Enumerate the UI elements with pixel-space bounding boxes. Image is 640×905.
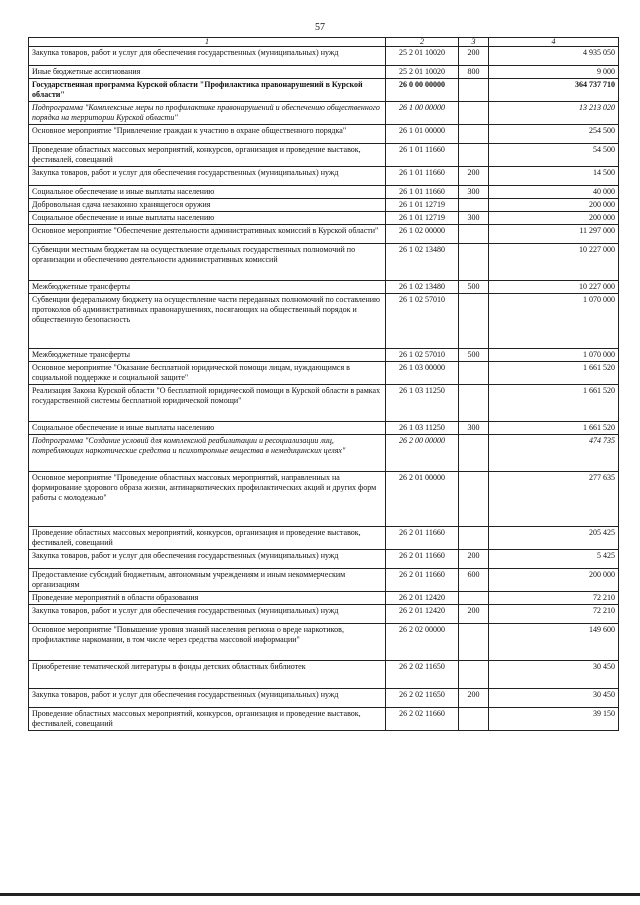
row-vr-cell: 500 <box>459 349 489 362</box>
table-header-row <box>29 38 619 47</box>
page-number: 57 <box>315 22 325 33</box>
header-col-3: 3 <box>459 38 489 47</box>
row-amount-cell: 10 227 000 <box>489 244 619 281</box>
row-code-cell: 26 2 00 00000 <box>386 435 459 472</box>
row-vr-cell <box>459 102 489 125</box>
row-name-cell: Закупка товаров, работ и услуг для обеспечения государственных (муниципальных) нужд <box>29 605 386 624</box>
row-name-cell: Социальное обеспечение и иные выплаты населению <box>29 212 386 225</box>
table-row <box>29 102 619 125</box>
table-row <box>29 212 619 225</box>
row-vr-cell: 800 <box>459 66 489 79</box>
row-vr-cell <box>459 244 489 281</box>
row-code-cell: 26 1 02 57010 <box>386 294 459 349</box>
row-amount-cell: 39 150 <box>489 708 619 731</box>
table-row <box>29 244 619 281</box>
table-row <box>29 125 619 144</box>
row-code-cell: 26 1 01 12719 <box>386 199 459 212</box>
row-vr-cell: 200 <box>459 167 489 186</box>
row-vr-cell <box>459 362 489 385</box>
row-name-cell: Основное мероприятие "Повышение уровня знаний населения региона о вреде наркотиков, профилактике наркомании, в том числе через средства массовой информации" <box>29 624 386 661</box>
row-code-cell: 26 2 02 11650 <box>386 661 459 689</box>
row-code-cell: 26 2 02 11660 <box>386 708 459 731</box>
row-name-cell: Приобретение тематической литературы в фонды детских областных библиотек <box>29 661 386 689</box>
row-amount-cell: 149 600 <box>489 624 619 661</box>
row-code-cell: 26 1 00 00000 <box>386 102 459 125</box>
table-row <box>29 144 619 167</box>
row-vr-cell <box>459 708 489 731</box>
row-vr-cell <box>459 624 489 661</box>
row-name-cell: Иные бюджетные ассигнования <box>29 66 386 79</box>
row-amount-cell: 5 425 <box>489 550 619 569</box>
row-vr-cell <box>459 199 489 212</box>
row-vr-cell: 200 <box>459 689 489 708</box>
row-vr-cell <box>459 79 489 102</box>
table-row <box>29 294 619 349</box>
row-amount-cell: 9 000 <box>489 66 619 79</box>
row-code-cell: 26 2 01 12420 <box>386 592 459 605</box>
row-vr-cell: 300 <box>459 422 489 435</box>
table-row <box>29 592 619 605</box>
row-name-cell: Основное мероприятие "Привлечение граждан к участию в охране общественного порядка" <box>29 125 386 144</box>
row-code-cell: 26 1 02 00000 <box>386 225 459 244</box>
table-row <box>29 605 619 624</box>
row-amount-cell: 30 450 <box>489 689 619 708</box>
table-row <box>29 527 619 550</box>
row-amount-cell: 254 500 <box>489 125 619 144</box>
row-vr-cell: 600 <box>459 569 489 592</box>
table-row <box>29 661 619 689</box>
row-code-cell: 26 1 01 11660 <box>386 144 459 167</box>
row-amount-cell: 72 210 <box>489 605 619 624</box>
row-name-cell: Подпрограмма "Создание условий для комплексной реабилитации и ресоциализации лиц, потребляющих наркотические средства и психотропные вещества в немедицинских целях" <box>29 435 386 472</box>
row-name-cell: Закупка товаров, работ и услуг для обеспечения государственных (муниципальных) нужд <box>29 47 386 66</box>
row-code-cell: 26 1 03 11250 <box>386 385 459 422</box>
row-amount-cell: 14 500 <box>489 167 619 186</box>
row-code-cell: 26 1 01 00000 <box>386 125 459 144</box>
table-row <box>29 689 619 708</box>
table-row <box>29 66 619 79</box>
row-code-cell: 26 2 01 12420 <box>386 605 459 624</box>
header-col-2: 2 <box>386 38 459 47</box>
row-amount-cell: 1 661 520 <box>489 385 619 422</box>
row-code-cell: 26 2 02 11650 <box>386 689 459 708</box>
table-row <box>29 422 619 435</box>
table-row <box>29 569 619 592</box>
row-name-cell: Социальное обеспечение и иные выплаты населению <box>29 186 386 199</box>
row-code-cell: 25 2 01 10020 <box>386 66 459 79</box>
row-code-cell: 26 2 01 00000 <box>386 472 459 527</box>
row-code-cell: 26 2 01 11660 <box>386 527 459 550</box>
row-amount-cell: 13 213 020 <box>489 102 619 125</box>
row-name-cell: Проведение областных массовых мероприятий, конкурсов, организация и проведение выставок, фестивалей, совещаний <box>29 708 386 731</box>
row-vr-cell <box>459 527 489 550</box>
table-row <box>29 186 619 199</box>
table-row <box>29 550 619 569</box>
row-amount-cell: 277 635 <box>489 472 619 527</box>
row-amount-cell: 200 000 <box>489 212 619 225</box>
row-code-cell: 26 1 02 57010 <box>386 349 459 362</box>
header-col-1: 1 <box>29 38 386 47</box>
row-vr-cell <box>459 661 489 689</box>
row-amount-cell: 200 000 <box>489 569 619 592</box>
row-name-cell: Основное мероприятие "Оказание бесплатной юридической помощи лицам, нуждающимся в социальной поддержке и социальной защите" <box>29 362 386 385</box>
row-amount-cell: 11 297 000 <box>489 225 619 244</box>
row-name-cell: Добровольная сдача незаконно хранящегося оружия <box>29 199 386 212</box>
row-vr-cell: 200 <box>459 47 489 66</box>
budget-table <box>28 37 619 731</box>
row-name-cell: Межбюджетные трансферты <box>29 281 386 294</box>
row-vr-cell: 200 <box>459 550 489 569</box>
table-row <box>29 225 619 244</box>
row-code-cell: 26 1 02 13480 <box>386 244 459 281</box>
row-name-cell: Предоставление субсидий бюджетным, автономным учреждениям и иным некоммерческим организациям <box>29 569 386 592</box>
row-vr-cell <box>459 592 489 605</box>
row-code-cell: 26 1 02 13480 <box>386 281 459 294</box>
row-name-cell: Субвенции федеральному бюджету на осуществление части переданных полномочий по составлению протоколов об административных правонарушениях, посягающих на общественный порядок и общественную безопасность <box>29 294 386 349</box>
row-amount-cell: 200 000 <box>489 199 619 212</box>
row-vr-cell <box>459 225 489 244</box>
row-name-cell: Подпрограмма "Комплексные меры по профилактике правонарушений и обеспечению общественного порядка на территории Курской области" <box>29 102 386 125</box>
row-amount-cell: 205 425 <box>489 527 619 550</box>
table-body <box>29 47 619 731</box>
row-vr-cell <box>459 385 489 422</box>
row-amount-cell: 1 070 000 <box>489 349 619 362</box>
table-row <box>29 199 619 212</box>
row-code-cell: 26 1 01 12719 <box>386 212 459 225</box>
row-name-cell: Проведение областных массовых мероприятий, конкурсов, организация и проведение выставок, фестивалей, совещаний <box>29 144 386 167</box>
row-code-cell: 26 2 01 11660 <box>386 569 459 592</box>
row-code-cell: 26 1 01 11660 <box>386 186 459 199</box>
bottom-rule <box>0 893 640 896</box>
table-row <box>29 385 619 422</box>
table-row <box>29 624 619 661</box>
table-row <box>29 167 619 186</box>
table-row <box>29 472 619 527</box>
row-amount-cell: 4 935 050 <box>489 47 619 66</box>
row-code-cell: 26 0 00 00000 <box>386 79 459 102</box>
row-vr-cell <box>459 125 489 144</box>
row-vr-cell: 500 <box>459 281 489 294</box>
row-code-cell: 25 2 01 10020 <box>386 47 459 66</box>
row-name-cell: Основное мероприятие "Обеспечение деятельности административных комиссий в Курской области" <box>29 225 386 244</box>
header-col-4: 4 <box>489 38 619 47</box>
row-amount-cell: 1 661 520 <box>489 362 619 385</box>
row-name-cell: Проведение мероприятий в области образования <box>29 592 386 605</box>
table-row <box>29 435 619 472</box>
row-name-cell: Закупка товаров, работ и услуг для обеспечения государственных (муниципальных) нужд <box>29 167 386 186</box>
row-code-cell: 26 1 01 11660 <box>386 167 459 186</box>
table-row <box>29 281 619 294</box>
row-amount-cell: 72 210 <box>489 592 619 605</box>
row-name-cell: Проведение областных массовых мероприятий, конкурсов, организация и проведение выставок, фестивалей, совещаний <box>29 527 386 550</box>
row-code-cell: 26 2 02 00000 <box>386 624 459 661</box>
table-row <box>29 79 619 102</box>
row-name-cell: Основное мероприятие "Проведение областных массовых мероприятий, направленных на формирование здорового образа жизни, антинаркотических профилактических акций и других форм работы с молодежью" <box>29 472 386 527</box>
row-vr-cell <box>459 435 489 472</box>
row-amount-cell: 40 000 <box>489 186 619 199</box>
row-name-cell: Субвенции местным бюджетам на осуществление отдельных государственных полномочий по организации и обеспечению деятельности административных комиссий <box>29 244 386 281</box>
row-code-cell: 26 1 03 00000 <box>386 362 459 385</box>
row-amount-cell: 10 227 000 <box>489 281 619 294</box>
row-amount-cell: 364 737 710 <box>489 79 619 102</box>
row-amount-cell: 1 070 000 <box>489 294 619 349</box>
row-name-cell: Реализация Закона Курской области "О бесплатной юридической помощи в Курской области в рамках государственной системы бесплатной юридической помощи" <box>29 385 386 422</box>
row-vr-cell <box>459 472 489 527</box>
row-name-cell: Закупка товаров, работ и услуг для обеспечения государственных (муниципальных) нужд <box>29 550 386 569</box>
row-vr-cell <box>459 144 489 167</box>
row-vr-cell: 200 <box>459 605 489 624</box>
table-row <box>29 708 619 731</box>
row-amount-cell: 30 450 <box>489 661 619 689</box>
row-vr-cell <box>459 294 489 349</box>
row-amount-cell: 1 661 520 <box>489 422 619 435</box>
row-amount-cell: 54 500 <box>489 144 619 167</box>
table-row <box>29 47 619 66</box>
row-name-cell: Государственная программа Курской области "Профилактика правонарушений в Курской области" <box>29 79 386 102</box>
row-vr-cell: 300 <box>459 212 489 225</box>
row-name-cell: Социальное обеспечение и иные выплаты населению <box>29 422 386 435</box>
row-code-cell: 26 1 03 11250 <box>386 422 459 435</box>
row-name-cell: Закупка товаров, работ и услуг для обеспечения государственных (муниципальных) нужд <box>29 689 386 708</box>
row-code-cell: 26 2 01 11660 <box>386 550 459 569</box>
table-row <box>29 349 619 362</box>
row-amount-cell: 474 735 <box>489 435 619 472</box>
row-name-cell: Межбюджетные трансферты <box>29 349 386 362</box>
table-row <box>29 362 619 385</box>
row-vr-cell: 300 <box>459 186 489 199</box>
